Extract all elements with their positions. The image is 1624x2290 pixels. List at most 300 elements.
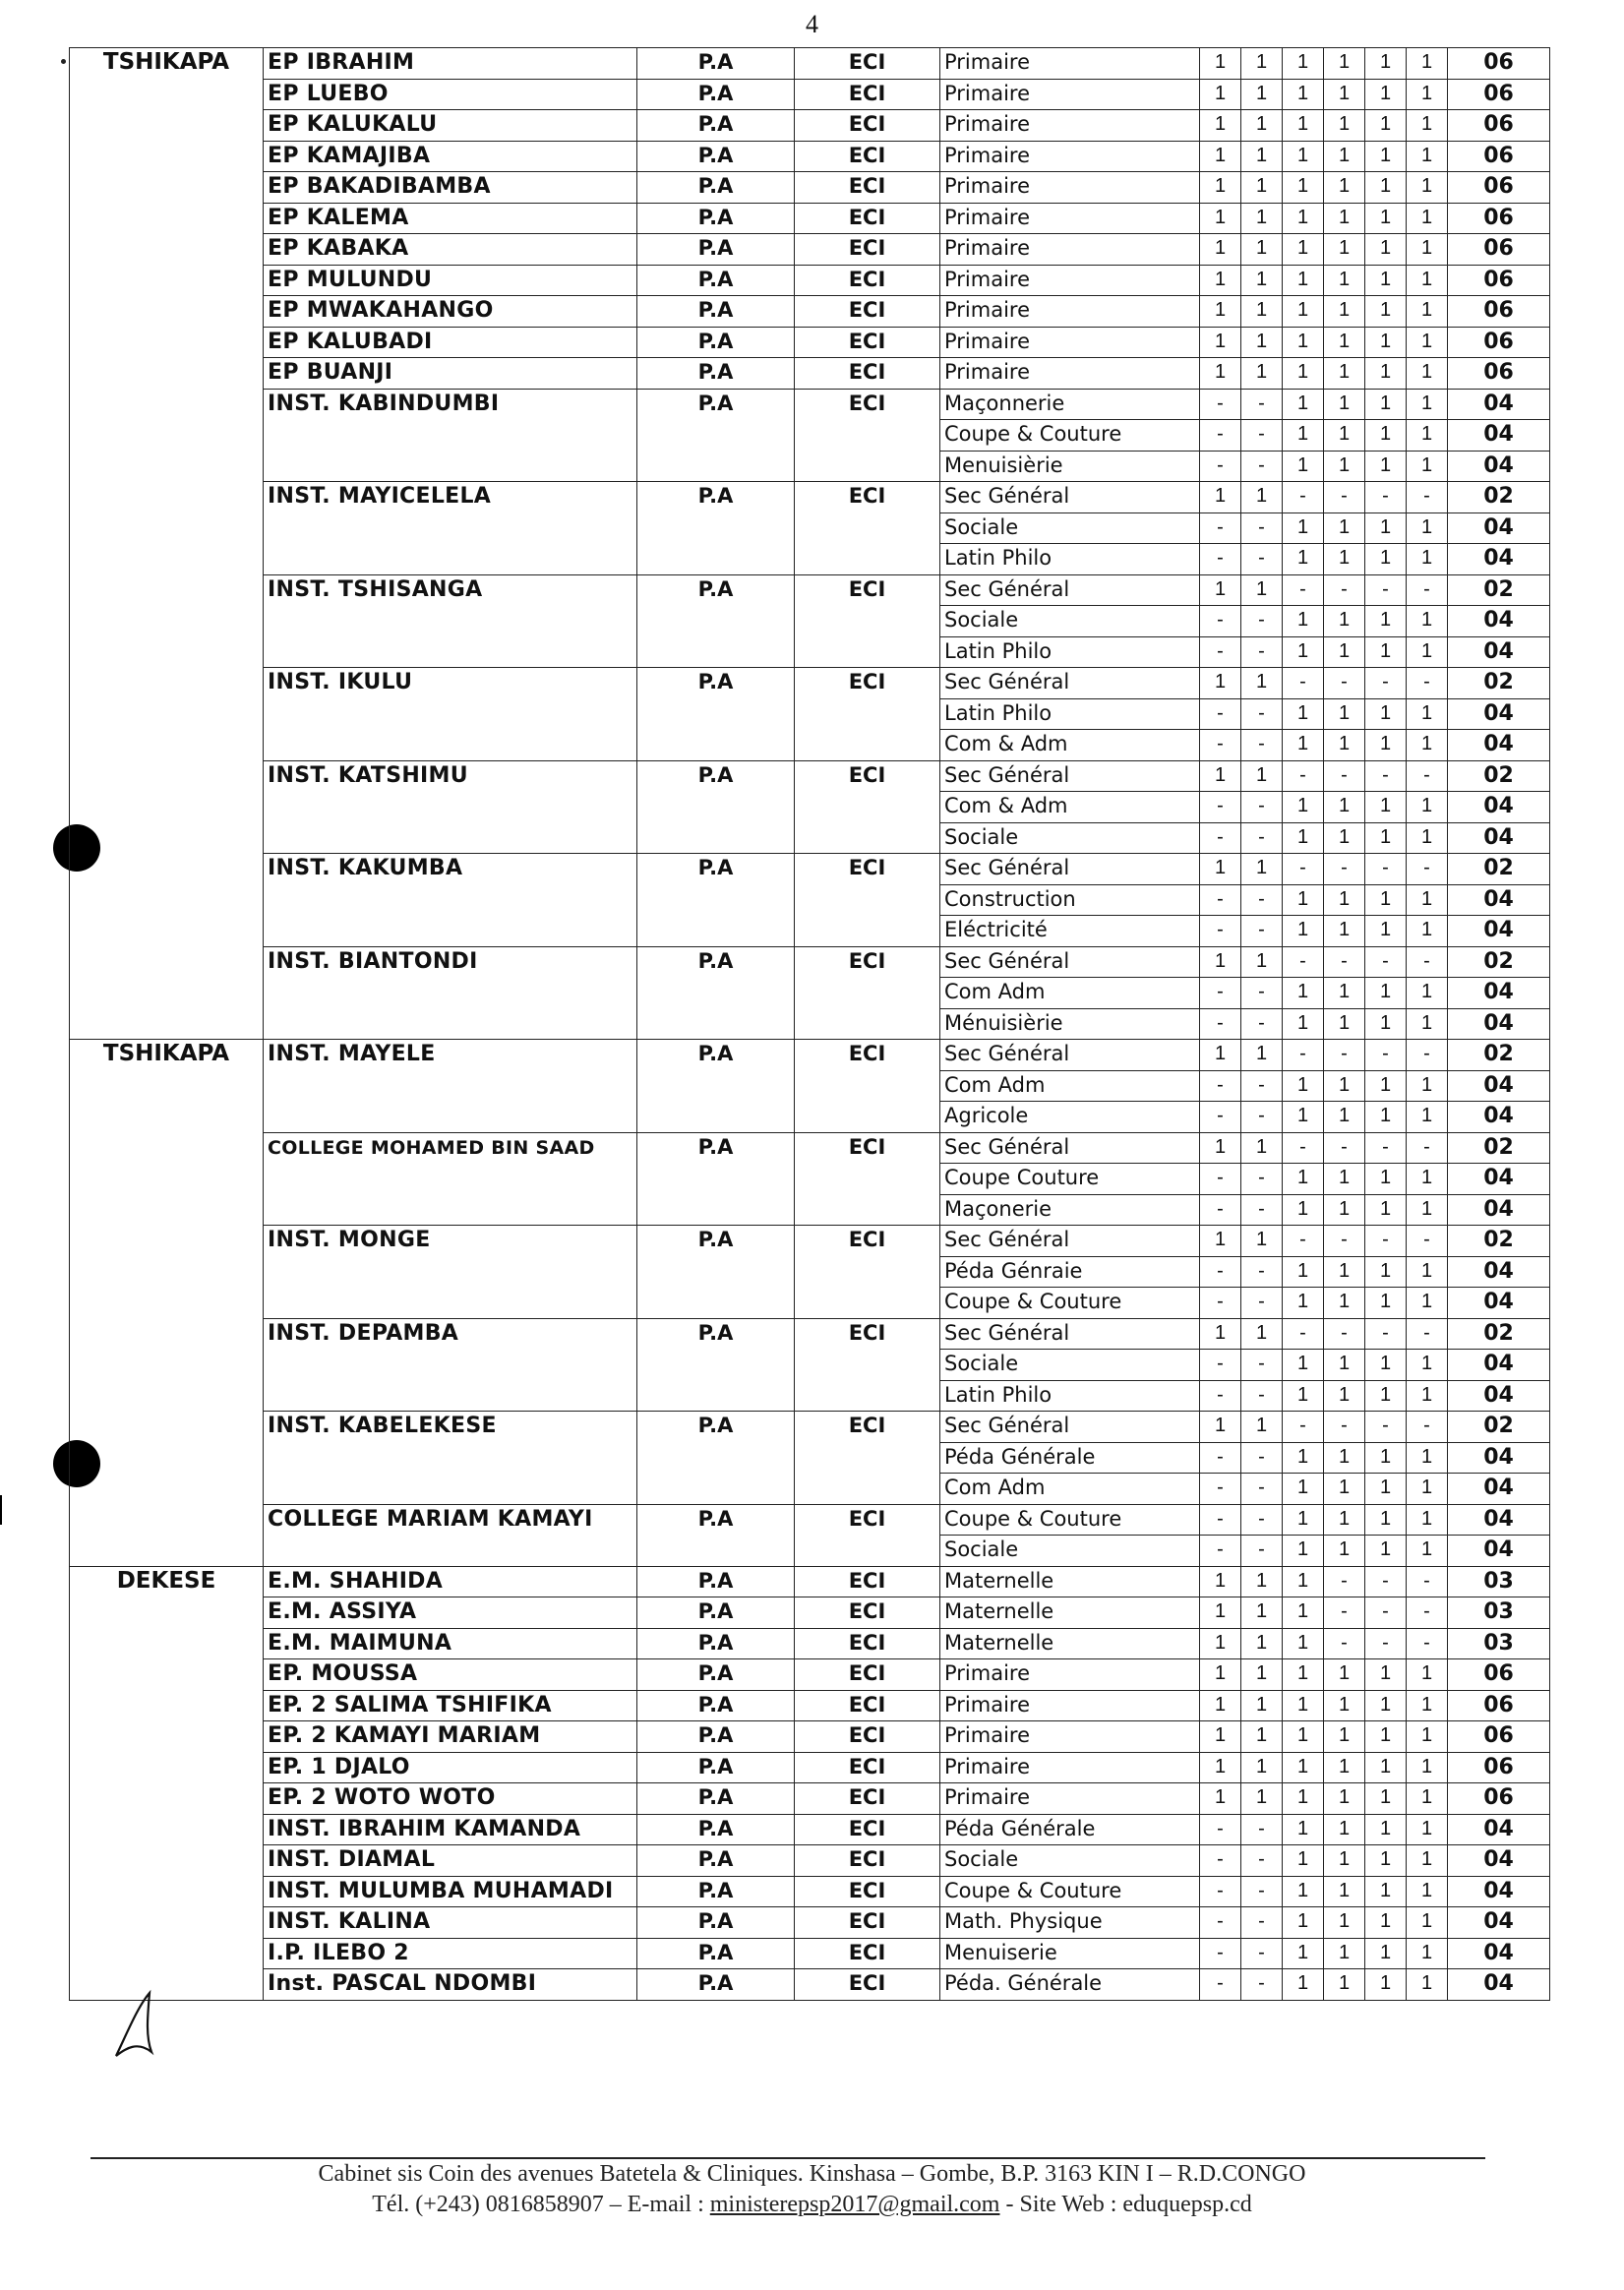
class-count: 1 xyxy=(1283,1102,1324,1133)
class-total: 02 xyxy=(1448,1226,1550,1257)
class-count: 1 xyxy=(1365,234,1407,266)
class-count: 1 xyxy=(1324,1876,1365,1907)
class-count: 1 xyxy=(1407,730,1448,761)
school-name: INST. KATSHIMU xyxy=(264,760,637,854)
class-count: - xyxy=(1200,978,1241,1009)
class-total: 02 xyxy=(1448,482,1550,513)
table-row xyxy=(70,482,1550,513)
class-count: 1 xyxy=(1324,606,1365,637)
option-label: Sociale xyxy=(940,1350,1200,1381)
class-count: 1 xyxy=(1365,1752,1407,1783)
class-count: - xyxy=(1407,946,1448,978)
class-total: 04 xyxy=(1448,451,1550,482)
class-count: - xyxy=(1200,1845,1241,1877)
class-count: - xyxy=(1241,978,1283,1009)
school-type: P.A xyxy=(637,1597,795,1629)
class-count: 1 xyxy=(1283,1288,1324,1319)
class-count: 1 xyxy=(1407,203,1448,234)
table-row xyxy=(70,234,1550,266)
option-label: Com Adm xyxy=(940,1070,1200,1102)
class-count: - xyxy=(1283,1412,1324,1443)
class-count: - xyxy=(1407,1226,1448,1257)
class-count: 1 xyxy=(1324,1256,1365,1288)
class-count: 1 xyxy=(1324,1474,1365,1505)
class-count: 1 xyxy=(1241,234,1283,266)
class-count: - xyxy=(1324,1628,1365,1659)
class-count: 1 xyxy=(1283,512,1324,544)
class-count: - xyxy=(1241,544,1283,575)
class-count: - xyxy=(1365,574,1407,606)
school-type: P.A xyxy=(637,358,795,390)
class-count: 1 xyxy=(1365,1008,1407,1040)
school-regime: ECI xyxy=(795,79,940,110)
class-count: - xyxy=(1200,420,1241,452)
class-count: 1 xyxy=(1283,1969,1324,2001)
option-label: Primaire xyxy=(940,110,1200,142)
class-count: 1 xyxy=(1283,358,1324,390)
class-count: 1 xyxy=(1241,141,1283,172)
class-count: 1 xyxy=(1365,48,1407,80)
option-label: Primaire xyxy=(940,1752,1200,1783)
class-count: - xyxy=(1241,792,1283,823)
school-name: EP MWAKAHANGO xyxy=(264,296,637,328)
class-count: 1 xyxy=(1283,1721,1324,1753)
option-label: Coupe Couture xyxy=(940,1164,1200,1195)
class-total: 04 xyxy=(1448,1938,1550,1969)
class-count: - xyxy=(1407,1412,1448,1443)
class-count: 1 xyxy=(1324,1008,1365,1040)
option-label: Menuiserie xyxy=(940,1938,1200,1969)
class-count: 1 xyxy=(1324,1907,1365,1939)
class-count: 1 xyxy=(1365,1969,1407,2001)
class-count: 1 xyxy=(1324,1721,1365,1753)
class-total: 04 xyxy=(1448,1194,1550,1226)
class-total: 04 xyxy=(1448,1288,1550,1319)
footer-rule xyxy=(90,2157,1485,2159)
school-name: EP. 1 DJALO xyxy=(264,1752,637,1783)
school-regime: ECI xyxy=(795,1938,940,1969)
option-label: Péda Génraie xyxy=(940,1256,1200,1288)
table-row xyxy=(70,1040,1550,1071)
class-count: 1 xyxy=(1324,203,1365,234)
class-count: 1 xyxy=(1283,389,1324,420)
schools-table-body xyxy=(70,48,1550,2001)
option-label: Math. Physique xyxy=(940,1907,1200,1939)
class-total: 03 xyxy=(1448,1566,1550,1597)
class-count: - xyxy=(1324,482,1365,513)
class-count: - xyxy=(1241,1845,1283,1877)
class-count: - xyxy=(1241,1164,1283,1195)
table-row xyxy=(70,1969,1550,2001)
class-count: 1 xyxy=(1283,1876,1324,1907)
school-type: P.A xyxy=(637,1504,795,1566)
option-label: Sociale xyxy=(940,606,1200,637)
class-count: - xyxy=(1283,668,1324,699)
option-label: Sec Général xyxy=(940,1412,1200,1443)
class-count: - xyxy=(1241,1814,1283,1845)
class-count: - xyxy=(1407,1040,1448,1071)
class-count: - xyxy=(1407,1566,1448,1597)
class-count: - xyxy=(1324,1597,1365,1629)
class-count: - xyxy=(1365,668,1407,699)
class-count: 1 xyxy=(1324,172,1365,204)
table-row xyxy=(70,1876,1550,1907)
option-label: Latin Philo xyxy=(940,698,1200,730)
class-total: 04 xyxy=(1448,1845,1550,1877)
school-regime: ECI xyxy=(795,110,940,142)
option-label: Com Adm xyxy=(940,978,1200,1009)
class-count: - xyxy=(1200,730,1241,761)
class-total: 04 xyxy=(1448,1008,1550,1040)
footer-email-link[interactable]: ministerepsp2017@gmail.com xyxy=(709,2192,1000,2217)
school-name: INST. KABINDUMBI xyxy=(264,389,637,482)
class-count: 1 xyxy=(1407,420,1448,452)
school-regime: ECI xyxy=(795,48,940,80)
class-count: - xyxy=(1407,1628,1448,1659)
class-count: 1 xyxy=(1200,1628,1241,1659)
class-count: - xyxy=(1200,544,1241,575)
school-name: INST. KABELEKESE xyxy=(264,1412,637,1505)
class-count: 1 xyxy=(1283,1690,1324,1721)
class-count: 1 xyxy=(1365,110,1407,142)
class-count: 1 xyxy=(1365,1938,1407,1969)
class-count: - xyxy=(1407,574,1448,606)
class-count: - xyxy=(1283,574,1324,606)
class-count: 1 xyxy=(1324,698,1365,730)
school-regime: ECI xyxy=(795,1907,940,1939)
class-count: 1 xyxy=(1407,1938,1448,1969)
school-name: EP KALUKALU xyxy=(264,110,637,142)
table-row xyxy=(70,1597,1550,1629)
class-count: - xyxy=(1200,1194,1241,1226)
school-regime: ECI xyxy=(795,1845,940,1877)
class-count: - xyxy=(1200,792,1241,823)
school-type: P.A xyxy=(637,172,795,204)
table-row xyxy=(70,1690,1550,1721)
class-count: 1 xyxy=(1324,1814,1365,1845)
class-count: - xyxy=(1241,1256,1283,1288)
class-count: - xyxy=(1241,636,1283,668)
school-regime: ECI xyxy=(795,760,940,854)
option-label: Latin Philo xyxy=(940,544,1200,575)
class-count: 1 xyxy=(1407,1070,1448,1102)
class-count: 1 xyxy=(1283,1752,1324,1783)
school-type: P.A xyxy=(637,1907,795,1939)
table-row xyxy=(70,1226,1550,1257)
table-row xyxy=(70,1412,1550,1443)
table-row xyxy=(70,1814,1550,1845)
class-total: 06 xyxy=(1448,1721,1550,1753)
option-label: Coupe & Couture xyxy=(940,1288,1200,1319)
school-name: EP MULUNDU xyxy=(264,265,637,296)
class-count: 1 xyxy=(1241,1566,1283,1597)
class-count: 1 xyxy=(1407,636,1448,668)
class-count: 1 xyxy=(1365,1536,1407,1567)
class-count: 1 xyxy=(1200,79,1241,110)
school-name: EP. 2 WOTO WOTO xyxy=(264,1783,637,1815)
class-count: 1 xyxy=(1365,544,1407,575)
table-row xyxy=(70,203,1550,234)
class-total: 06 xyxy=(1448,79,1550,110)
school-name: INST. KALINA xyxy=(264,1907,637,1939)
option-label: Sec Général xyxy=(940,760,1200,792)
class-count: 1 xyxy=(1407,1752,1448,1783)
class-count: 1 xyxy=(1283,203,1324,234)
class-count: 1 xyxy=(1407,1690,1448,1721)
class-total: 02 xyxy=(1448,1318,1550,1350)
class-count: 1 xyxy=(1324,141,1365,172)
class-count: 1 xyxy=(1283,265,1324,296)
class-count: - xyxy=(1241,1102,1283,1133)
class-count: - xyxy=(1241,606,1283,637)
class-count: 1 xyxy=(1407,141,1448,172)
class-total: 04 xyxy=(1448,606,1550,637)
class-count: 1 xyxy=(1365,730,1407,761)
class-count: 1 xyxy=(1283,1504,1324,1536)
option-label: Primaire xyxy=(940,1659,1200,1691)
class-count: - xyxy=(1407,1318,1448,1350)
class-count: 1 xyxy=(1365,1845,1407,1877)
class-count: 1 xyxy=(1407,1288,1448,1319)
school-regime: ECI xyxy=(795,296,940,328)
class-count: 1 xyxy=(1283,916,1324,947)
location-cell: TSHIKAPA xyxy=(70,1040,264,1567)
class-count: 1 xyxy=(1324,234,1365,266)
option-label: Ménuisièrie xyxy=(940,1008,1200,1040)
class-count: - xyxy=(1283,854,1324,885)
class-count: 1 xyxy=(1241,265,1283,296)
class-count: - xyxy=(1241,884,1283,916)
school-name: EP KABAKA xyxy=(264,234,637,266)
class-total: 02 xyxy=(1448,946,1550,978)
class-total: 04 xyxy=(1448,1969,1550,2001)
class-count: 1 xyxy=(1241,172,1283,204)
school-regime: ECI xyxy=(795,1318,940,1412)
class-count: 1 xyxy=(1283,1442,1324,1474)
class-count: - xyxy=(1200,451,1241,482)
class-count: 1 xyxy=(1365,1256,1407,1288)
class-total: 04 xyxy=(1448,1504,1550,1536)
class-count: 1 xyxy=(1324,1070,1365,1102)
class-count: - xyxy=(1200,1938,1241,1969)
school-regime: ECI xyxy=(795,482,940,575)
table-row xyxy=(70,1659,1550,1691)
school-name: E.M. SHAHIDA xyxy=(264,1566,637,1597)
class-count: 1 xyxy=(1241,1628,1283,1659)
class-count: 1 xyxy=(1283,296,1324,328)
table-row xyxy=(70,760,1550,792)
class-count: - xyxy=(1241,1380,1283,1412)
class-count: 1 xyxy=(1200,482,1241,513)
option-label: Sec Général xyxy=(940,668,1200,699)
class-count: 1 xyxy=(1200,48,1241,80)
class-count: 1 xyxy=(1283,1597,1324,1629)
class-count: 1 xyxy=(1365,451,1407,482)
class-count: 1 xyxy=(1283,1256,1324,1288)
class-count: 1 xyxy=(1283,544,1324,575)
class-count: 1 xyxy=(1283,110,1324,142)
class-total: 04 xyxy=(1448,730,1550,761)
class-count: 1 xyxy=(1283,1938,1324,1969)
class-count: 1 xyxy=(1365,1907,1407,1939)
class-count: 1 xyxy=(1241,358,1283,390)
class-count: 1 xyxy=(1365,1876,1407,1907)
class-count: - xyxy=(1200,1474,1241,1505)
school-type: P.A xyxy=(637,141,795,172)
class-count: 1 xyxy=(1200,854,1241,885)
school-name: INST. BIANTONDI xyxy=(264,946,637,1040)
class-count: 1 xyxy=(1241,1752,1283,1783)
class-count: 1 xyxy=(1324,544,1365,575)
school-name: EP KALUBADI xyxy=(264,327,637,358)
option-label: Primaire xyxy=(940,1690,1200,1721)
class-count: 1 xyxy=(1200,296,1241,328)
class-count: 1 xyxy=(1200,668,1241,699)
class-count: 1 xyxy=(1407,296,1448,328)
class-count: 1 xyxy=(1365,1288,1407,1319)
school-regime: ECI xyxy=(795,1721,940,1753)
class-count: 1 xyxy=(1365,141,1407,172)
class-count: 1 xyxy=(1200,946,1241,978)
class-count: 1 xyxy=(1365,698,1407,730)
school-name: I.P. ILEBO 2 xyxy=(264,1938,637,1969)
class-count: 1 xyxy=(1324,730,1365,761)
class-count: - xyxy=(1200,1536,1241,1567)
school-regime: ECI xyxy=(795,574,940,668)
class-count: 1 xyxy=(1324,296,1365,328)
class-count: 1 xyxy=(1241,110,1283,142)
class-count: - xyxy=(1241,1070,1283,1102)
school-regime: ECI xyxy=(795,172,940,204)
class-count: 1 xyxy=(1283,884,1324,916)
class-count: 1 xyxy=(1200,110,1241,142)
table-row xyxy=(70,389,1550,420)
class-count: - xyxy=(1241,1350,1283,1381)
option-label: Sec Général xyxy=(940,1132,1200,1164)
class-count: 1 xyxy=(1283,1566,1324,1597)
class-count: 1 xyxy=(1241,1412,1283,1443)
school-regime: ECI xyxy=(795,265,940,296)
class-total: 04 xyxy=(1448,1474,1550,1505)
option-label: Primaire xyxy=(940,1783,1200,1815)
class-count: - xyxy=(1407,482,1448,513)
class-count: 1 xyxy=(1365,822,1407,854)
school-name: INST. KAKUMBA xyxy=(264,854,637,947)
footer-website: - Site Web : eduquepsp.cd xyxy=(999,2192,1252,2217)
class-count: 1 xyxy=(1241,668,1283,699)
class-count: 1 xyxy=(1324,1288,1365,1319)
class-count: 1 xyxy=(1324,1380,1365,1412)
class-count: 1 xyxy=(1324,1690,1365,1721)
class-total: 04 xyxy=(1448,698,1550,730)
class-count: 1 xyxy=(1407,606,1448,637)
class-count: 1 xyxy=(1241,327,1283,358)
class-total: 06 xyxy=(1448,234,1550,266)
school-name: EP BAKADIBAMBA xyxy=(264,172,637,204)
class-total: 03 xyxy=(1448,1597,1550,1629)
class-count: 1 xyxy=(1324,327,1365,358)
class-count: - xyxy=(1241,916,1283,947)
school-type: P.A xyxy=(637,1938,795,1969)
class-count: 1 xyxy=(1324,916,1365,947)
school-type: P.A xyxy=(637,1659,795,1691)
class-total: 06 xyxy=(1448,327,1550,358)
option-label: Maçonerie xyxy=(940,1194,1200,1226)
option-label: Péda Générale xyxy=(940,1814,1200,1845)
class-count: 1 xyxy=(1365,884,1407,916)
school-name: INST. IBRAHIM KAMANDA xyxy=(264,1814,637,1845)
class-count: - xyxy=(1241,389,1283,420)
class-total: 06 xyxy=(1448,1752,1550,1783)
school-type: P.A xyxy=(637,1814,795,1845)
class-count: 1 xyxy=(1200,1566,1241,1597)
school-type: P.A xyxy=(637,234,795,266)
class-count: 1 xyxy=(1407,451,1448,482)
class-count: - xyxy=(1200,1814,1241,1845)
class-total: 04 xyxy=(1448,1070,1550,1102)
class-count: 1 xyxy=(1200,1040,1241,1071)
table-row xyxy=(70,327,1550,358)
class-total: 02 xyxy=(1448,574,1550,606)
school-regime: ECI xyxy=(795,1969,940,2001)
option-label: Sec Général xyxy=(940,946,1200,978)
class-count: - xyxy=(1200,1907,1241,1939)
school-regime: ECI xyxy=(795,358,940,390)
school-type: P.A xyxy=(637,1412,795,1505)
class-count: 1 xyxy=(1407,1504,1448,1536)
class-count: 1 xyxy=(1200,574,1241,606)
class-count: - xyxy=(1407,1132,1448,1164)
class-count: - xyxy=(1365,1597,1407,1629)
class-count: 1 xyxy=(1365,1164,1407,1195)
location-cell: TSHIKAPA xyxy=(70,48,264,1040)
class-total: 04 xyxy=(1448,916,1550,947)
class-count: - xyxy=(1283,946,1324,978)
class-total: 04 xyxy=(1448,978,1550,1009)
table-row xyxy=(70,1628,1550,1659)
option-label: Maternelle xyxy=(940,1628,1200,1659)
class-count: 1 xyxy=(1241,1690,1283,1721)
class-total: 03 xyxy=(1448,1628,1550,1659)
class-count: 1 xyxy=(1200,1318,1241,1350)
class-count: - xyxy=(1200,1008,1241,1040)
option-label: Construction xyxy=(940,884,1200,916)
table-row xyxy=(70,1132,1550,1164)
class-count: 1 xyxy=(1324,79,1365,110)
class-count: 1 xyxy=(1241,1318,1283,1350)
class-count: 1 xyxy=(1200,234,1241,266)
class-count: 1 xyxy=(1324,1845,1365,1877)
class-count: 1 xyxy=(1365,327,1407,358)
table-row xyxy=(70,1318,1550,1350)
class-count: - xyxy=(1241,1876,1283,1907)
school-name: COLLEGE MOHAMED BIN SAAD xyxy=(264,1132,637,1226)
class-count: - xyxy=(1200,1380,1241,1412)
class-total: 04 xyxy=(1448,1536,1550,1567)
class-count: 1 xyxy=(1241,79,1283,110)
school-name: INST. DIAMAL xyxy=(264,1845,637,1877)
class-count: 1 xyxy=(1407,1876,1448,1907)
class-count: 1 xyxy=(1283,822,1324,854)
class-count: - xyxy=(1241,420,1283,452)
school-type: P.A xyxy=(637,668,795,761)
class-count: - xyxy=(1200,1102,1241,1133)
school-regime: ECI xyxy=(795,854,940,947)
class-count: - xyxy=(1324,1040,1365,1071)
class-count: - xyxy=(1200,1969,1241,2001)
class-count: 1 xyxy=(1200,1752,1241,1783)
class-count: 1 xyxy=(1324,48,1365,80)
